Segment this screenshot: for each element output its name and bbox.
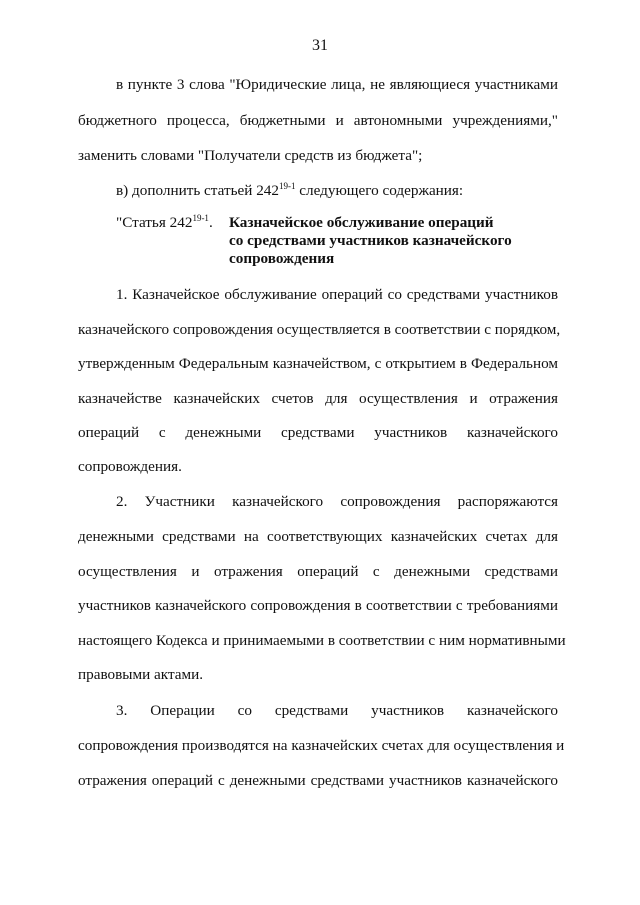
text-line: утвержденным Федеральным казначейством, с открытием в Федеральном bbox=[78, 355, 558, 372]
text-line: 3. Операции со средствами участников казначейского bbox=[116, 702, 558, 719]
text-line: сопровождения. bbox=[78, 458, 182, 475]
item-v-text-before: в) дополнить статьей 242 bbox=[116, 182, 279, 199]
text-line: операций с денежными средствами участников казначейского bbox=[78, 424, 558, 441]
text-line: настоящего Кодекса и принимаемыми в соответствии с ним нормативными bbox=[78, 632, 566, 649]
text-line: осуществления и отражения операций с денежными средствами bbox=[78, 563, 558, 580]
text-line: бюджетного процесса, бюджетными и автономными учреждениями," bbox=[78, 112, 558, 129]
item-v-superscript: 19-1 bbox=[278, 181, 296, 191]
text-line: казначействе казначейских счетов для осуществления и отражения bbox=[78, 390, 558, 407]
text-line: сопровождения производятся на казначейских счетах для осуществления и bbox=[78, 737, 565, 754]
text-line: в пункте 3 слова "Юридические лица, не являющиеся участниками bbox=[116, 76, 558, 93]
text-line: денежными средствами на соответствующих казначейских счетах для bbox=[78, 528, 558, 545]
article-title-line: со средствами участников казначейского bbox=[229, 232, 512, 249]
article-label-after: . bbox=[208, 214, 213, 231]
item-v-line bbox=[116, 182, 558, 200]
article-label-before: "Статья 242 bbox=[116, 214, 193, 231]
text-line: 1. Казначейское обслуживание операций со средствами участников bbox=[116, 286, 558, 303]
article-label bbox=[116, 214, 213, 232]
page-number: 31 bbox=[312, 37, 328, 54]
text-line: 2. Участники казначейского сопровождения распоряжаются bbox=[116, 493, 558, 510]
article-title-line: сопровождения bbox=[229, 250, 335, 267]
article-label-superscript: 19-1 bbox=[192, 213, 209, 223]
text-line: участников казначейского сопровождения в соответствии с требованиями bbox=[78, 597, 558, 614]
text-line: отражения операций с денежными средствами участников казначейского bbox=[78, 772, 558, 789]
text-line: заменить словами "Получатели средств из бюджета"; bbox=[78, 147, 423, 164]
text-line: правовыми актами. bbox=[78, 666, 204, 683]
text-line: казначейского сопровождения осуществляется в соответствии с порядком, bbox=[78, 321, 561, 338]
item-v-text-after: следующего содержания: bbox=[295, 182, 464, 199]
article-title-line: Казначейское обслуживание операций bbox=[229, 214, 494, 231]
